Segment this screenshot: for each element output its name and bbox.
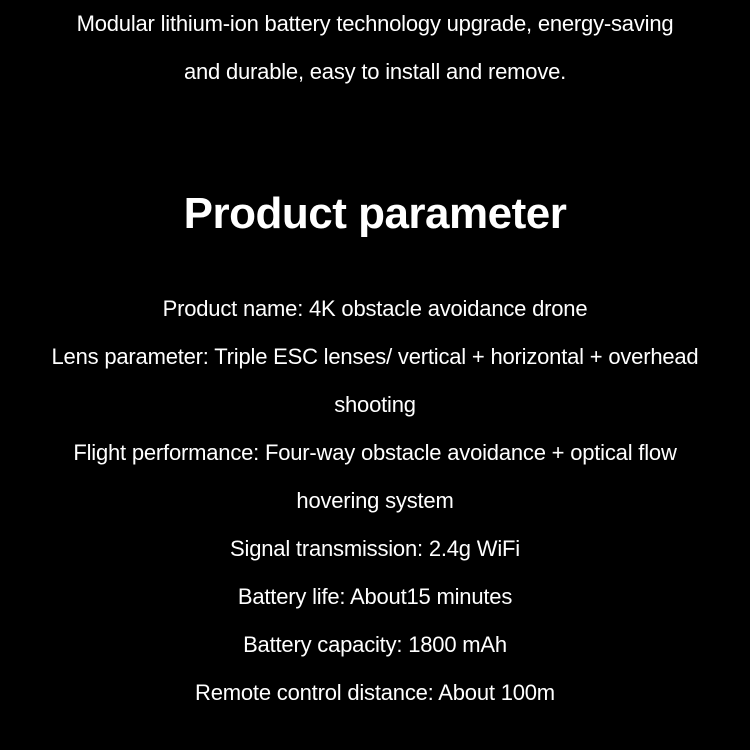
parameter-item-remote-distance [0,669,750,717]
parameter-item-flight-performance [0,429,750,525]
parameter-text: Remote control distance: About 100m [195,680,555,705]
parameter-text: Battery capacity: 1800 mAh [243,632,507,657]
intro-description [0,0,750,96]
parameter-item-lens [0,333,750,429]
parameter-text: Product name: 4K obstacle avoidance drone [162,296,588,321]
section-heading: Product parameter [183,189,567,238]
parameter-item-product-name [0,285,750,333]
parameter-text: Signal transmission: 2.4g WiFi [230,536,520,561]
parameter-text: Lens parameter: Triple ESC lenses/ vertical + horizontal + overhead [51,344,699,369]
parameter-text: hovering system [296,488,454,513]
parameter-text: Battery life: About15 minutes [237,584,513,609]
parameter-item-signal [0,525,750,573]
intro-line: Modular lithium-ion battery technology upgrade, energy-saving [76,11,674,36]
parameter-text: shooting [334,392,416,417]
intro-line: and durable, easy to install and remove. [183,59,567,84]
parameter-item-battery-capacity [0,621,750,669]
parameter-item-battery-life [0,573,750,621]
parameter-text: Flight performance: Four-way obstacle avoidance + optical flow [73,440,677,465]
parameter-list [0,285,750,717]
